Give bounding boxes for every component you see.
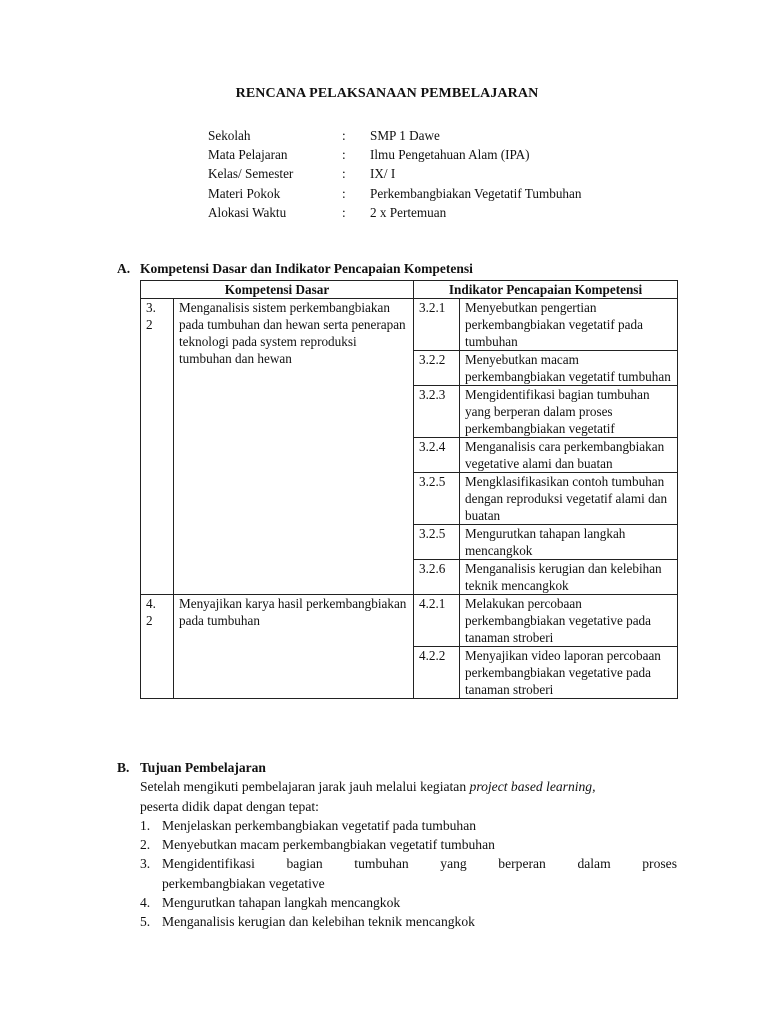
list-number: 4. — [140, 895, 151, 911]
info-label: Alokasi Waktu — [208, 204, 287, 220]
section-b-body — [140, 777, 677, 931]
intro-italic-text: project based learning, — [469, 779, 596, 795]
info-label: Mata Pelajaran — [208, 147, 288, 163]
info-value: Perkembangbiakan Vegetatif Tumbuhan — [370, 185, 582, 201]
indicator-code: 3.2.3 — [414, 386, 460, 438]
competency-table — [140, 280, 678, 699]
indicator-text: Menganalisis cara perkembangbiakan vegetative alami dan buatan — [460, 438, 678, 473]
indicator-code: 3.2.2 — [414, 351, 460, 386]
list-text: Mengurutkan tahapan langkah mencangkok — [162, 895, 401, 911]
identity-block — [208, 126, 581, 222]
section-title: Tujuan Pembelajaran — [140, 760, 266, 775]
info-row-time — [208, 203, 581, 222]
kd-number: 4. 2 — [141, 595, 174, 699]
info-label: Materi Pokok — [208, 185, 281, 201]
indicator-code: 3.2.4 — [414, 438, 460, 473]
kd-text: Menyajikan karya hasil perkembangbiakan pada tumbuhan — [174, 595, 414, 699]
list-number: 2. — [140, 837, 151, 853]
info-colon: : — [342, 166, 346, 182]
list-item — [140, 835, 677, 854]
info-value: IX/ I — [370, 166, 396, 182]
page-title: RENCANA PELAKSANAAN PEMBELAJARAN — [235, 86, 539, 101]
list-text: Mengidentifikasi bagian tumbuhan yang berperan dalam proses — [162, 856, 677, 872]
table-header: Kompetensi Dasar — [141, 281, 414, 299]
indicator-code: 3.2.5 — [414, 473, 460, 525]
list-text-continued: perkembangbiakan vegetative — [162, 875, 325, 891]
list-text: Menganalisis kerugian dan kelebihan teknik mencangkok — [162, 914, 475, 930]
section-title: Kompetensi Dasar dan Indikator Pencapaian Kompetensi — [140, 261, 473, 276]
table-header: Indikator Pencapaian Kompetensi — [414, 281, 678, 299]
info-value: Ilmu Pengetahuan Alam (IPA) — [370, 147, 530, 163]
intro-text-line2: peserta didik dapat dengan tepat: — [140, 798, 319, 814]
list-item — [140, 816, 677, 835]
table-row — [141, 299, 678, 351]
indicator-code: 3.2.6 — [414, 560, 460, 595]
intro-text: Setelah mengikuti pembelajaran jarak jauh melalui kegiatan — [140, 779, 470, 795]
info-row-topic — [208, 184, 581, 203]
info-row-school — [208, 126, 581, 145]
info-colon: : — [342, 128, 346, 143]
list-item — [140, 893, 677, 912]
indicator-text: Menyebutkan pengertian perkembangbiakan vegetatif pada tumbuhan — [460, 299, 678, 351]
indicator-code: 3.2.1 — [414, 299, 460, 351]
table-header-row — [141, 281, 678, 299]
info-row-class — [208, 164, 581, 183]
list-number: 3. — [140, 856, 151, 872]
indicator-text: Melakukan percobaan perkembangbiakan vegetative pada tanaman stroberi — [460, 595, 678, 647]
info-row-subject — [208, 145, 581, 164]
info-value: SMP 1 Dawe — [370, 128, 440, 143]
list-number: 1. — [140, 817, 151, 833]
indicator-text: Menyebutkan macam perkembangbiakan vegetatif tumbuhan — [460, 351, 678, 386]
kd-number: 3. 2 — [141, 299, 174, 595]
info-colon: : — [342, 147, 346, 163]
info-label: Kelas/ Semester — [208, 166, 294, 182]
indicator-code: 4.2.1 — [414, 595, 460, 647]
list-text: Menyebutkan macam perkembangbiakan vegetatif tumbuhan — [162, 837, 495, 853]
indicator-code: 3.2.5 — [414, 525, 460, 560]
info-label: Sekolah — [208, 128, 251, 143]
section-letter: B. — [117, 760, 130, 775]
section-letter: A. — [117, 261, 131, 276]
list-number: 5. — [140, 914, 151, 930]
section-b-heading — [117, 758, 677, 777]
info-value: 2 x Pertemuan — [370, 204, 447, 220]
info-colon: : — [342, 185, 346, 201]
indicator-text: Menganalisis kerugian dan kelebihan teknik mencangkok — [460, 560, 678, 595]
list-item — [140, 912, 677, 931]
indicator-code: 4.2.2 — [414, 647, 460, 699]
intro-paragraph — [140, 777, 677, 796]
indicator-text: Mengurutkan tahapan langkah mencangkok — [460, 525, 678, 560]
list-item — [140, 854, 677, 893]
section-b — [117, 758, 677, 932]
section-a-heading — [117, 261, 473, 277]
indicator-text: Menyajikan video laporan percobaan perkembangbiakan vegetative pada tanaman stroberi — [460, 647, 678, 699]
kd-text: Menganalisis sistem perkembangbiakan pada tumbuhan dan hewan serta penerapan teknologi pada system reproduksi tumbuhan dan hewan — [174, 299, 414, 595]
table-row — [141, 595, 678, 647]
indicator-text: Mengklasifikasikan contoh tumbuhan dengan reproduksi vegetatif alami dan buatan — [460, 473, 678, 525]
list-text: Menjelaskan perkembangbiakan vegetatif pada tumbuhan — [162, 817, 477, 833]
list-text-block — [162, 854, 677, 893]
indicator-text: Mengidentifikasi bagian tumbuhan yang berperan dalam proses perkembangbiakan vegetatif — [460, 386, 678, 438]
info-colon: : — [342, 204, 346, 220]
